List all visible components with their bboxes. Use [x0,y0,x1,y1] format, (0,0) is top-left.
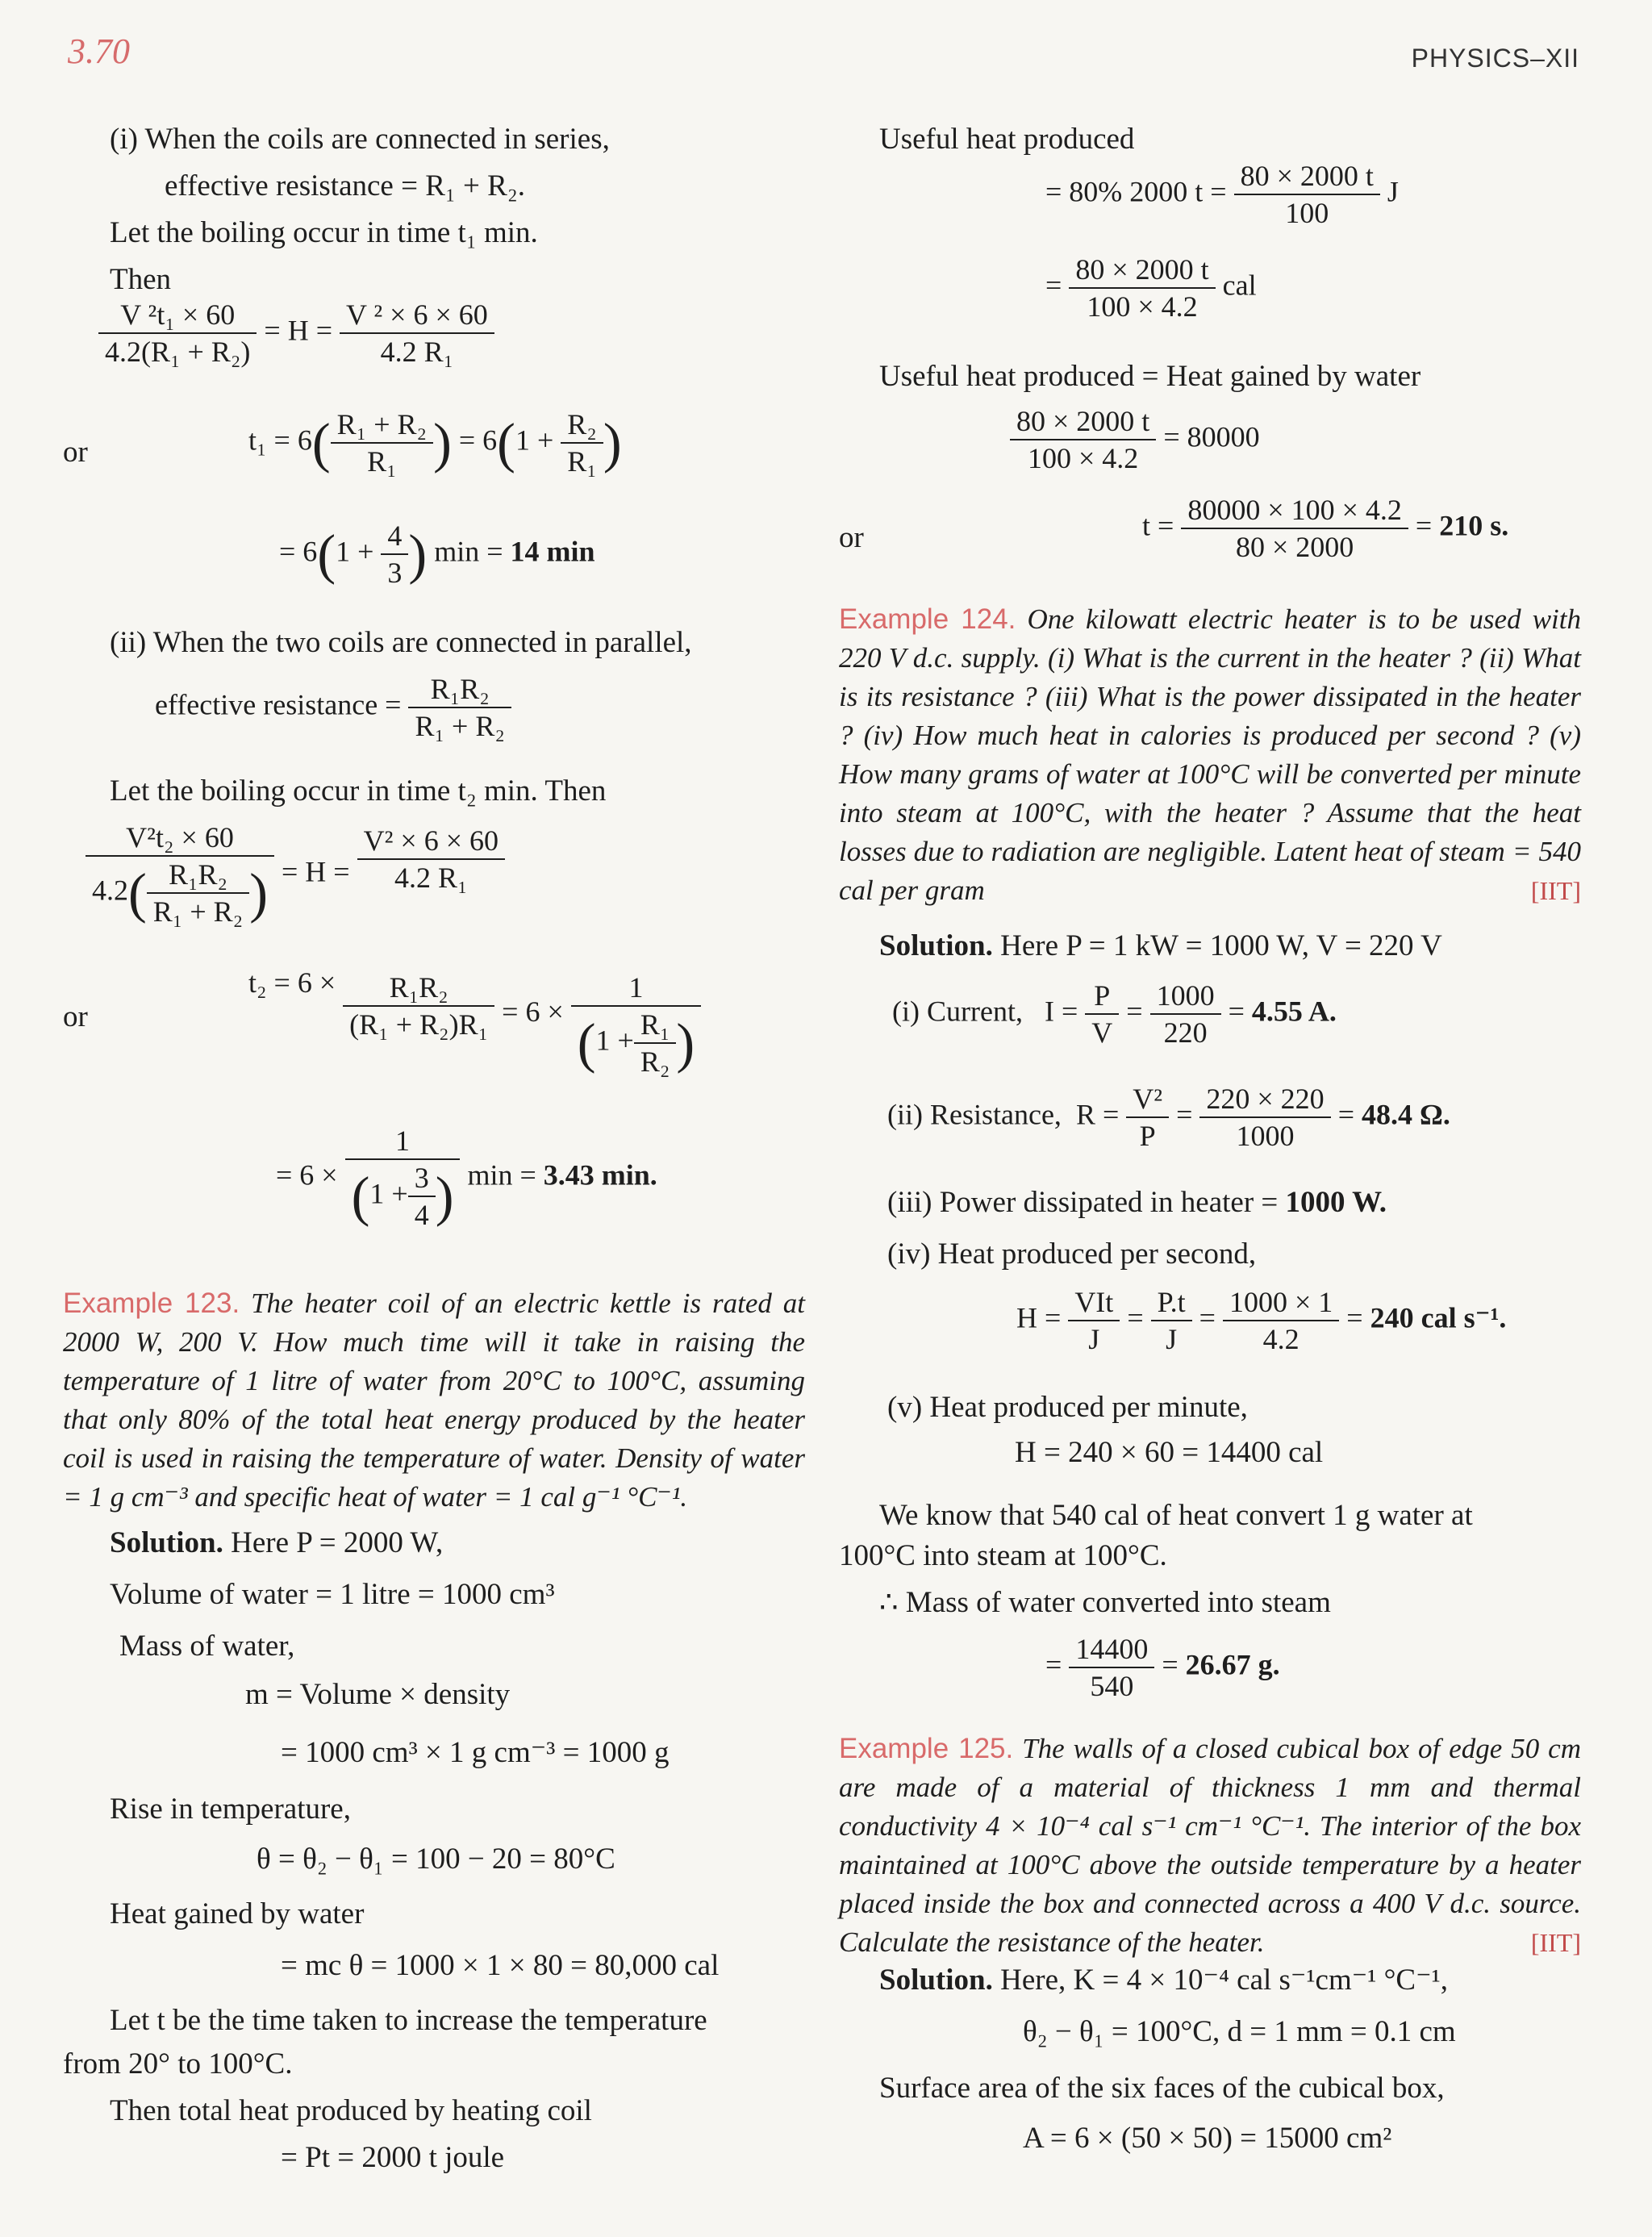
eq1-rhs-den: 4.2 R₁ [380,336,454,368]
heat-per-second-eq: H = VIt J = $\frac{P.t}{J}$ = $\frac{1000 \times 1}{4.2}$ = 240 cal s⁻¹. [1016,1286,1507,1355]
example-124-text: One kilowatt electric heater is to be used with 220 V d.c. supply. (i) What is the current in the heater ? (ii) What is its resistance ? (iii) What is the power dissipated in the heater ? (iv) How much heat in calories is produced per second ? (v) How many grams of water at 100°C will be converted per minute into steam at 100°C, with the heater ? Assume that the heat losses due to radiation are negligible. Latent heat of steam = 540 cal per gram [839,603,1581,906]
useful-heat-label: Useful heat produced [879,123,1135,156]
eq1-lhs-den: 4.2(R₁ + R₂) [105,336,251,368]
eq6-den-den: 4 [414,1199,429,1231]
solution-label-124: Solution. [879,929,993,962]
u4-den: 80 × 2000 [1235,531,1354,563]
eq6-den-pre: 1 + [369,1177,408,1210]
u3-num: 80 × 2000 t [1010,407,1156,440]
power-line [887,1186,1387,1221]
useful-eq-1 [1045,161,1399,227]
eq6-den-num: 3 [408,1163,436,1197]
solution-123-text: Here P = 2000 W, [231,1526,444,1559]
h-d3: 4.2 [1262,1323,1299,1355]
eq5-den: (R₁ + R₂)R₁ [349,1008,489,1041]
power-value: 1000 W. [1285,1186,1387,1219]
eq2-fnum: R₂ [561,410,603,444]
eq2-lead: t₁ = 6 [248,424,312,457]
cur-d1: V [1091,1016,1113,1049]
mass-converted-label: ∴ Mass of water converted into steam [879,1586,1331,1619]
h-n2: P.t [1151,1288,1192,1321]
current-eq: (i) Current, I = $\frac{P}{V}$ = $\frac{1000}{220}$ = 4.55 A. [892,979,1337,1049]
equation-6: = 6 × 1 (1 + $\frac{3}{4}$ ) min = 3.43 min. [276,1125,657,1231]
cur-n1: P [1085,981,1119,1015]
eq1-mid: = H = [264,314,333,347]
eq2-onep: 1 + [515,424,554,457]
res-n1: V² [1126,1084,1169,1118]
heat-per-minute-label: (v) Heat produced per minute, [887,1391,1248,1424]
example-125-text: The walls of a closed cubical box of edge 50 cm are made of a material of thickness 1 mm and thermal conductivity 4 × 10⁻⁴ cal s⁻¹ cm⁻¹ °C⁻¹. The interior of the box maintained at 100°C above the outside temperature by a heater placed inside the box and connected across a 400 V d.c. source. Calculate the resistance of the heater. [839,1733,1581,1958]
res-d1: P [1139,1120,1156,1152]
solution-125-text: Here, K = 4 × 10⁻⁴ cal s⁻¹cm⁻¹ °C⁻¹, [1000,1964,1448,1997]
u3-den: 100 × 4.2 [1028,442,1139,474]
u3-tail: = 80000 [1163,420,1260,453]
eq3-num: 4 [381,521,408,555]
m-den: 540 [1090,1670,1134,1702]
pt-line: = Pt = 2000 t joule [281,2141,505,2174]
or-label-3: or [839,521,864,554]
h-d1: J [1088,1323,1100,1355]
parallel-resistance [155,674,511,741]
solution-label-125: Solution. [879,1964,993,1997]
example-123-text: The heater coil of an electric kettle is rated at 2000 W, 200 V. How much time will it take in raising the temperature of 1 litre of water from 20°C to 100°C, assuming that only 80% of the total heat energy produced by the heater coil is used in raising the temperature of water. Density of water = 1 g cm⁻³ and specific heat of water = 1 cal g⁻¹ °C⁻¹. [63,1288,805,1513]
h-result: 240 cal s⁻¹. [1370,1301,1507,1334]
iit-tag-125: [IIT] [1530,1928,1581,1957]
page-number: 3.70 [68,31,130,71]
eq5-fnum: 1 [571,973,701,1007]
u4-tail: = [1415,509,1440,542]
series-resistance: effective resistance = R₁ + R₂. [165,169,525,202]
u1-unit: J [1387,175,1399,208]
eq4-mid: = H = [282,855,350,888]
eq5-lead: t₂ = 6 × [248,966,336,999]
res-n2: 220 × 220 [1199,1084,1330,1118]
res-d2: 1000 [1236,1120,1295,1152]
example-124 [839,600,1581,910]
eq6-tail: min = [467,1158,544,1192]
resistance-eq: (ii) Resistance, R = $\frac{\text{V²}}{P}$ = $\frac{220 \times 220}{1000}$ = 48.4 Ω. [887,1083,1450,1152]
eq2-fden: R₁ [567,445,597,478]
volume-line: Volume of water = 1 litre = 1000 cm³ [110,1578,555,1611]
eq3-den: 3 [387,557,403,589]
h-d2: J [1166,1323,1178,1355]
eq2-den: R₁ [367,445,397,478]
running-header: PHYSICS–XII [1411,44,1579,73]
u4-lead: t = [1142,509,1174,542]
eq6-result: 3.43 min. [543,1158,657,1192]
total-heat-line: Then total heat produced by heating coil [110,2094,592,2127]
series-intro: (i) When the coils are connected in series, [110,123,610,156]
u1-num: 80 × 2000 t [1234,161,1380,195]
eq4-den-num: R₁R₂ [147,860,249,894]
u1-lead: = 80% 2000 t = [1045,175,1227,208]
u2-lead: = [1045,269,1062,302]
eq2-mid: = 6 [458,424,498,457]
res-result: 48.4 Ω. [1362,1098,1450,1131]
solution-124 [879,929,1442,964]
mass-label: Mass of water, [119,1630,295,1663]
parallel-intro: (ii) When the two coils are connected in parallel, [110,626,692,659]
surface-area-label: Surface area of the six faces of the cubical box, [879,2072,1445,2105]
example-123-label: Example 123. [63,1288,240,1319]
h-n1: VIt [1068,1288,1120,1321]
mass-eq: m = Volume × density [245,1678,511,1711]
eq3-onep: 1 + [336,535,374,568]
eq2-num: R₁ + R₂ [331,410,433,444]
eq4-den-pre: 4.2 [92,874,128,907]
u2-unit: cal [1222,269,1257,302]
u2-num: 80 × 2000 t [1069,255,1215,289]
or-label: or [63,436,88,469]
rise-eq: θ = θ₂ − θ₁ = 100 − 20 = 80°C [257,1843,615,1876]
eq5-fden-num: R₁ [634,1010,677,1044]
eq5-fden-pre: 1 + [595,1024,634,1057]
solution-125 [879,1964,1448,1998]
boil-t1: Let the boiling occur in time t₁ min. [110,216,538,249]
then-text: Then [110,263,172,296]
eq6-lead: = 6 × [276,1158,338,1192]
solution-123 [110,1526,443,1561]
par-den: R₁ + R₂ [415,710,505,742]
h-lead: H = [1016,1301,1062,1334]
example-125 [839,1730,1581,1962]
cur-result: 4.55 A. [1251,995,1337,1028]
useful-eq-4 [1142,495,1508,561]
mass-converted-eq: = $\frac{14400}{540}$ = 26.67 g. [1045,1633,1280,1702]
useful-eq-3 [1010,407,1260,473]
eq3-lead: = 6 [279,535,318,568]
useful-equals-gained: Useful heat produced = Heat gained by water [879,360,1421,393]
eq4-rhs-den: 4.2 R₁ [394,862,468,894]
res-label: (ii) Resistance, [887,1098,1062,1131]
cur-d2: 220 [1163,1016,1208,1049]
theta-line: θ₂ − θ₁ = 100°C, d = 1 mm = 0.1 cm [1023,2015,1456,2048]
know-line-1: We know that 540 cal of heat convert 1 g water at [879,1499,1473,1532]
eq1-lhs-num: V ²t₁ × 60 [98,300,257,334]
m-num: 14400 [1069,1634,1154,1668]
res-lead: R = [1075,1098,1120,1131]
par-num: R₁R₂ [408,674,511,708]
eq5-fden-den: R₂ [640,1045,670,1078]
heat-gained-label: Heat gained by water [110,1897,365,1930]
example-125-label: Example 125. [839,1733,1014,1764]
u2-den: 100 × 4.2 [1087,290,1198,323]
heat-per-minute-eq: H = 240 × 60 = 14400 cal [1015,1436,1324,1469]
eq4-rhs-num: V² × 6 × 60 [357,826,505,860]
example-123 [63,1284,805,1517]
equation-2: t₁ = 6( $\frac{\text{R₁ + R₂}}{\text{R₁}}$ ) = 6(1 + $\frac{\text{R₂}}{\text{R₁}}$ ) [248,408,622,478]
iit-tag-124: [IIT] [1530,876,1581,905]
eq6-num: 1 [345,1126,461,1160]
cur-lead: I = [1044,995,1078,1028]
equation-1 [98,300,494,366]
u1-den: 100 [1285,197,1329,229]
m-lead: = [1045,1648,1062,1681]
cur-label: (i) Current, [892,995,1023,1028]
or-label-2: or [63,1000,88,1033]
equation-4: V²t₂ × 60 4.2( $\frac{\text{R₁R₂}}{\text{R₁ + R₂}}$ ) = H = $\frac{\text{V² × 6 × 60}}{\text{4.2 R₁}}$ [86,823,505,926]
eq4-den-den: R₁ + R₂ [152,895,244,928]
rise-label: Rise in temperature, [110,1793,351,1826]
eq4-num: V²t₂ × 60 [86,823,274,857]
area-eq: A = 6 × (50 × 50) = 15000 cm² [1023,2122,1392,2155]
equation-5: t₂ = 6 × $\frac{\text{R₁R₂}}{\text{(R₁ + R₂)R₁}}$ = 6 × 1 (1 + $\frac{\text{R₁}}{\text{R₂}}$ ) [248,968,701,1076]
par-label: effective resistance = [155,688,402,721]
power-text: (iii) Power dissipated in heater = [887,1186,1286,1219]
heat-per-second-label: (iv) Heat produced per second, [887,1237,1257,1271]
useful-eq-2 [1045,255,1257,321]
let-t-line: Let t be the time taken to increase the temperature [110,2004,707,2037]
solution-label: Solution. [110,1526,223,1559]
heat-gained-eq: = mc θ = 1000 × 1 × 80 = 80,000 cal [281,1949,720,1982]
h-n3: 1000 × 1 [1223,1288,1339,1321]
eq3-tail: min = [434,535,511,568]
eq3-result: 14 min [510,535,595,568]
u4-result: 210 s. [1439,509,1509,542]
m-result: 26.67 g. [1185,1648,1280,1681]
from-line: from 20° to 100°C. [63,2047,293,2080]
eq5-num: R₁R₂ [343,973,494,1007]
u4-num: 80000 × 100 × 4.2 [1181,495,1408,529]
equation-3: = 6(1 + $\frac{4}{3}$ ) min = 14 min [279,520,595,589]
eq5-mid: = 6 × [502,995,564,1028]
example-124-label: Example 124. [839,603,1016,635]
eq1-rhs-num: V ² × 6 × 60 [340,300,494,334]
know-line-2: 100°C into steam at 100°C. [839,1539,1167,1572]
solution-124-text: Here P = 1 kW = 1000 W, V = 220 V [1000,929,1442,962]
cur-n2: 1000 [1150,981,1221,1015]
mass-value: = 1000 cm³ × 1 g cm⁻³ = 1000 g [281,1736,670,1769]
boil-t2: Let the boiling occur in time t₂ min. Then [110,774,607,808]
